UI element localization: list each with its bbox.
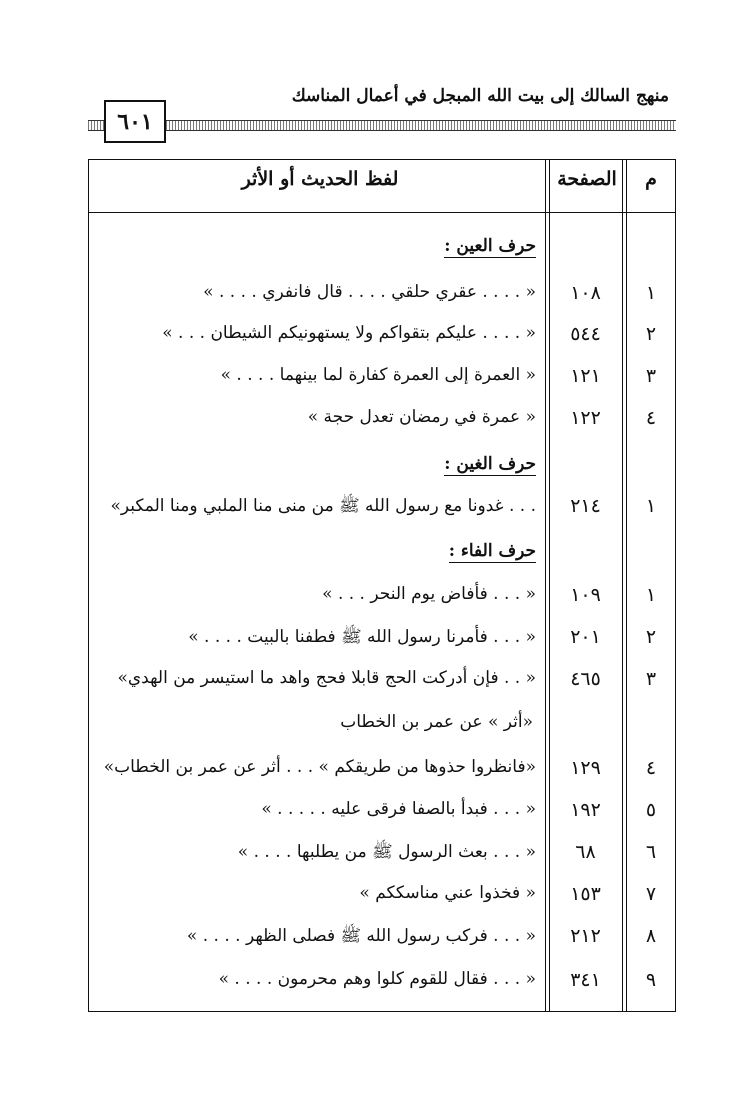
row-text: « العمرة إلى العمرة كفارة لما بينهما . . . . » xyxy=(220,365,536,385)
column-header-number: م xyxy=(645,168,657,190)
table-header-divider xyxy=(88,212,676,213)
row-page: ١٢٢ xyxy=(570,407,601,429)
row-number: ٦ xyxy=(645,841,657,863)
row-number: ٧ xyxy=(645,883,657,905)
table-row xyxy=(88,282,676,312)
row-text: « فخذوا عني مناسككم » xyxy=(359,883,536,903)
table-row xyxy=(88,841,676,871)
table-row xyxy=(88,969,676,999)
row-number: ٩ xyxy=(645,969,657,991)
row-text: « . . . فبدأ بالصفا فرقى عليه . . . . . » xyxy=(261,799,536,819)
row-number: ١ xyxy=(645,282,657,304)
row-text: «فانظروا حذوها من طريقكم » . . . أثر عن عمر بن الخطاب» xyxy=(103,757,536,777)
row-number: ٣ xyxy=(645,365,657,387)
row-number: ٤ xyxy=(645,757,657,779)
row-number: ١ xyxy=(645,495,657,517)
table-row xyxy=(88,757,676,787)
table-row xyxy=(88,883,676,913)
table-row xyxy=(88,407,676,437)
table-row xyxy=(88,668,676,698)
row-page: ٢٠١ xyxy=(570,626,601,648)
row-number: ٢ xyxy=(645,323,657,345)
row-page: ٢١٢ xyxy=(570,925,601,947)
row-page: ٣٤١ xyxy=(570,969,601,991)
row-number: ١ xyxy=(645,584,657,606)
column-header-page: الصفحة xyxy=(557,168,617,190)
row-number: ٥ xyxy=(645,799,657,821)
row-page: ٥٤٤ xyxy=(570,323,601,345)
row-text: « عمرة في رمضان تعدل حجة » xyxy=(307,407,536,427)
row-text: « . . . . عليكم بتقواكم ولا يستهونيكم الشيطان . . . » xyxy=(162,323,536,343)
table-row xyxy=(88,925,676,955)
row-page: ١٠٩ xyxy=(570,584,601,606)
row-text: « . . . بعث الرسول ﷺ من يطلبها . . . . » xyxy=(237,842,536,862)
row-text: « . . . فأفاض يوم النحر . . . » xyxy=(322,584,536,604)
row-number: ٨ xyxy=(645,925,657,947)
row-page: ١٢١ xyxy=(570,365,601,387)
header-rule xyxy=(88,120,676,131)
row-text: . . . غدونا مع رسول الله ﷺ من منى منا الملبي ومنا المكبر» xyxy=(110,496,536,516)
row-text: « . . . . عقري حلقي . . . . قال فانفري . . . . » xyxy=(203,282,536,302)
page-number: ٦٠١ xyxy=(117,108,153,135)
running-header-title: منهج السالك إلى بيت الله المبجل في أعمال المناسك xyxy=(291,86,669,106)
table-row xyxy=(88,365,676,395)
row-text: « . . . فقال للقوم كلوا وهم محرمون . . . . » xyxy=(218,969,536,989)
row-page: ٢١٤ xyxy=(570,495,601,517)
table-row xyxy=(88,799,676,829)
section-heading: حرف الغين : xyxy=(444,454,536,474)
page-number-box xyxy=(104,100,166,143)
table-row xyxy=(88,323,676,353)
row-page: ١٠٨ xyxy=(570,282,601,304)
row-number: ٢ xyxy=(645,626,657,648)
row-text: « . . فإن أدركت الحج قابلا فحج واهد ما استيسر من الهدي» xyxy=(117,668,536,688)
row-number: ٤ xyxy=(645,407,657,429)
column-header-text: لفظ الحديث أو الأثر xyxy=(241,168,399,190)
row-page: ١٥٣ xyxy=(570,883,601,905)
row-page: ١٩٢ xyxy=(570,799,601,821)
row-page: ٤٦٥ xyxy=(570,668,601,690)
table-row xyxy=(88,626,676,656)
row-note: «أثر » عن عمر بن الخطاب xyxy=(340,712,533,732)
table-row xyxy=(88,495,676,525)
row-page: ٦٨ xyxy=(575,841,596,863)
section-heading: حرف العين : xyxy=(444,236,536,256)
row-text: « . . . فركب رسول الله ﷺ فصلى الظهر . . . . » xyxy=(186,926,536,946)
row-text: « . . . فأمرنا رسول الله ﷺ فطفنا بالبيت . . . . » xyxy=(188,627,536,647)
section-heading: حرف الفاء : xyxy=(448,541,536,561)
table-row xyxy=(88,584,676,614)
row-page: ١٢٩ xyxy=(570,757,601,779)
row-number: ٣ xyxy=(645,668,657,690)
